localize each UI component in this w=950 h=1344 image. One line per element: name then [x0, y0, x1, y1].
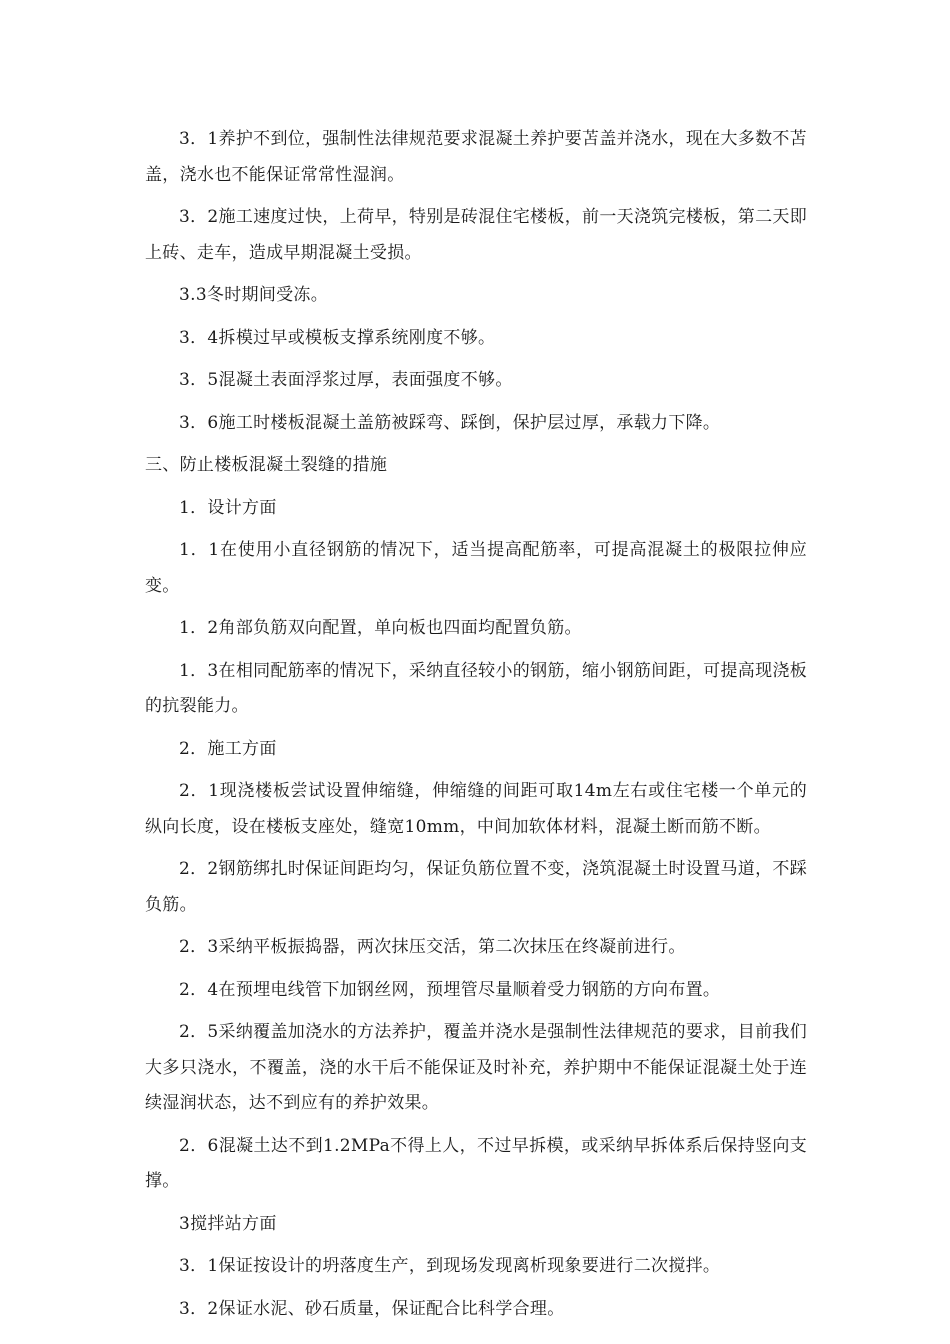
subheading-construction: 2．施工方面 — [179, 738, 277, 759]
paragraph-construction-2-1: 2．1现浇楼板尝试设置伸缩缝，伸缩缝的间距可取14m左右或住宅楼一个单元的纵向长度，设在楼板支座处，缝宽10mm，中间加软体材料，混凝土断而筋不断。 — [145, 781, 807, 837]
paragraph-construction-2-6: 2．6混凝土达不到1.2MPa不得上人，不过早拆模，或采纳早拆体系后保持竖向支撑。 — [145, 1135, 807, 1191]
paragraph-design-1-1: 1．1在使用小直径钢筋的情况下，适当提高配筋率，可提高混凝土的极限拉伸应变。 — [145, 540, 807, 596]
section-heading-measures: 三、防止楼板混凝土裂缝的措施 — [145, 455, 388, 475]
subheading-design: 1．设计方面 — [179, 497, 277, 518]
paragraph-construction-2-4: 2．4在预埋电线管下加钢丝网，预埋管尽量顺着受力钢筋的方向布置。 — [179, 979, 721, 1000]
document-body — [145, 122, 807, 1334]
paragraph-construction-2-5: 2．5采纳覆盖加浇水的方法养护，覆盖并浇水是强制性法律规范的要求，目前我们大多只浇水，不覆盖，浇的水干后不能保证及时补充，养护期中不能保证混凝土处于连续湿润状态，达不到应有的养护效果。 — [145, 1022, 807, 1113]
paragraph-construction-2-3: 2．3采纳平板振捣器，两次抹压交活，第二次抹压在终凝前进行。 — [179, 937, 686, 957]
paragraph-3-1: 3．1养护不到位，强制性法律规范要求混凝土养护要苫盖并浇水，现在大多数不苫盖，浇水也不能保证常常性湿润。 — [145, 129, 807, 185]
paragraph-mixing-3-1: 3．1保证按设计的坍落度生产，到现场发现离析现象要进行二次搅拌。 — [179, 1256, 721, 1276]
paragraph-3-6: 3．6施工时楼板混凝土盖筋被踩弯、踩倒，保护层过厚，承载力下降。 — [179, 412, 721, 433]
paragraph-3-3: 3.3冬时期间受冻。 — [179, 285, 329, 305]
paragraph-design-1-2: 1．2角部负筋双向配置，单向板也四面均配置负筋。 — [179, 618, 582, 638]
paragraph-construction-2-2: 2．2钢筋绑扎时保证间距均匀，保证负筋位置不变，浇筑混凝土时设置马道，不踩负筋。 — [145, 859, 807, 915]
paragraph-3-4: 3．4拆模过早或模板支撑系统刚度不够。 — [179, 327, 496, 348]
paragraph-3-2: 3．2施工速度过快，上荷早，特别是砖混住宅楼板，前一天浇筑完楼板，第二天即上砖、走车，造成早期混凝土受损。 — [145, 207, 807, 263]
paragraph-3-5: 3．5混凝土表面浮浆过厚，表面强度不够。 — [179, 370, 513, 390]
paragraph-design-1-3: 1．3在相同配筋率的情况下，采纳直径较小的钢筋，缩小钢筋间距，可提高现浇板的抗裂能力。 — [145, 660, 807, 716]
paragraph-mixing-3-2: 3．2保证水泥、砂石质量，保证配合比科学合理。 — [179, 1298, 565, 1319]
subheading-mixing-station: 3搅拌站方面 — [179, 1213, 277, 1234]
